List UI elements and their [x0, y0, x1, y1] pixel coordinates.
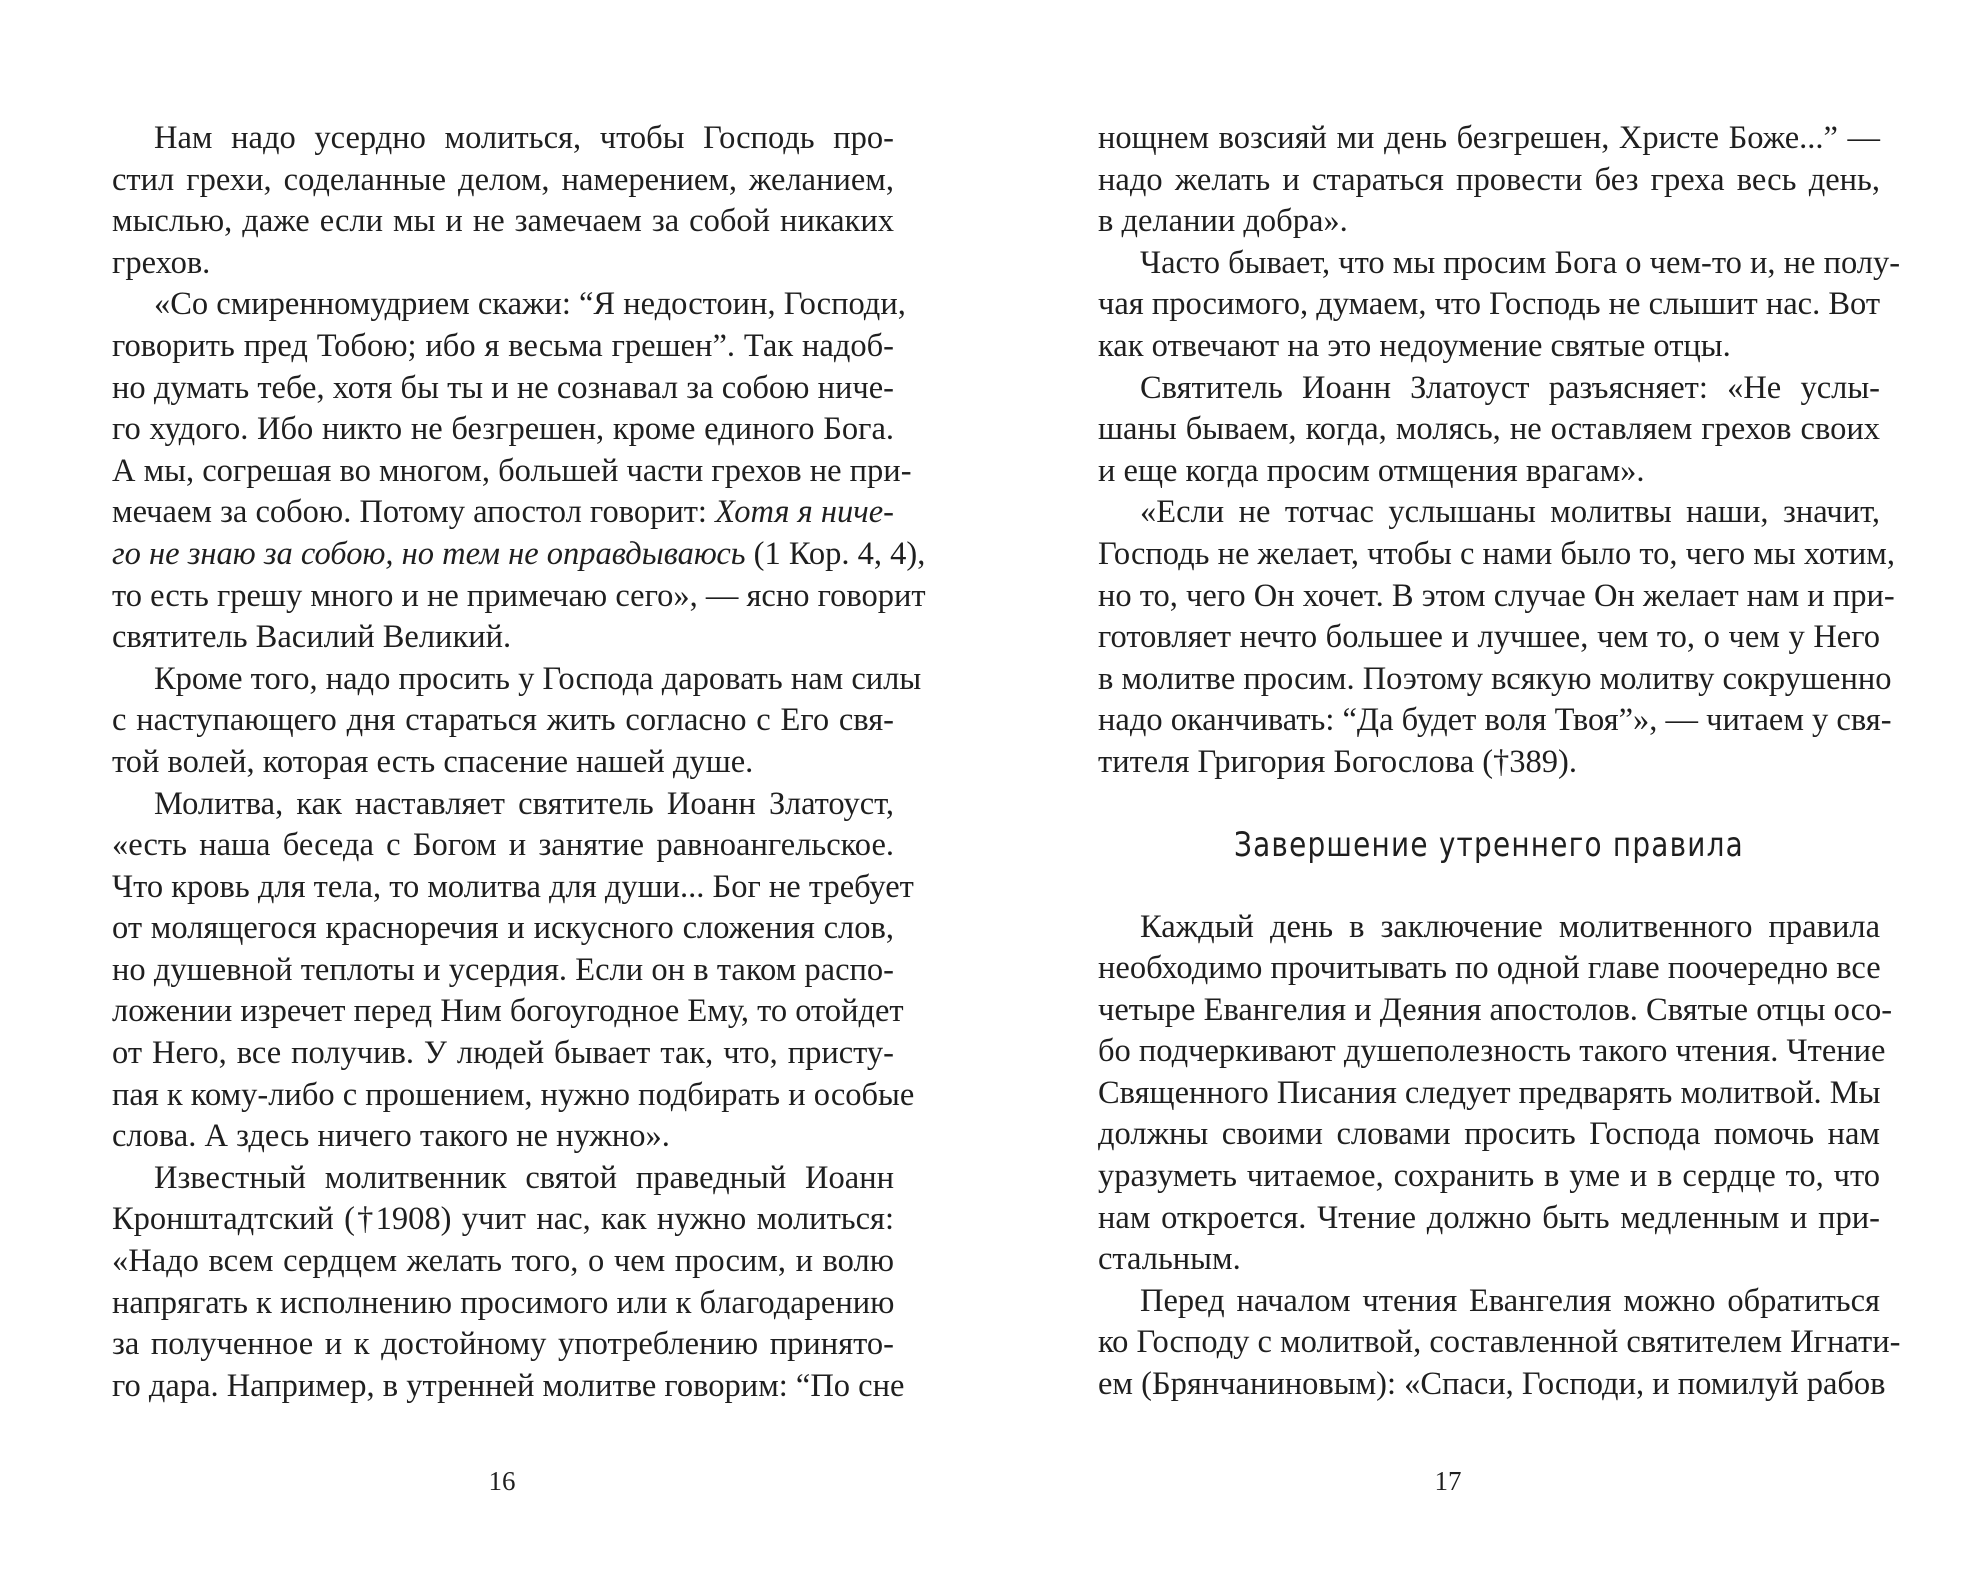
- text-line: [1098, 1364, 1886, 1406]
- text-line: [1098, 368, 1880, 410]
- line-text: от молящегося красноречия и искусного сложения слов,: [112, 910, 894, 947]
- text-line: [112, 950, 894, 992]
- line-text: мыслью, даже если мы и не замечаем за собой никаких: [112, 203, 894, 240]
- line-text: А мы, согрешая во многом, большей части грехов не при-: [112, 452, 912, 489]
- line-text: святитель Василий Великий.: [112, 619, 512, 656]
- line-text: Что кровь для тела, то молитва для души... Бог не требует: [112, 868, 914, 905]
- text-line: [112, 1199, 894, 1241]
- line-text: чая просимого, думаем, что Господь не слышит нас. Вот: [1098, 286, 1881, 323]
- text-line: [112, 617, 894, 659]
- text-line: [112, 243, 894, 285]
- line-text: в делании добра».: [1098, 203, 1348, 240]
- line-text: готовляет нечто большее и лучшее, чем то, о чем у Него: [1098, 619, 1880, 656]
- text-line: [112, 492, 894, 534]
- text-line: [112, 1116, 894, 1158]
- text-line: [112, 160, 894, 202]
- text-line: [1098, 284, 1880, 326]
- line-text: нощнем возсияй ми день безгрешен, Христе Боже...” —: [1098, 120, 1880, 156]
- line-text: «есть наша беседа с Богом и занятие равноангельское.: [112, 827, 894, 864]
- line-text: надо желать и стараться провести без греха весь день,: [1098, 161, 1880, 198]
- line-text: Каждый день в заключение молитвенного правила: [1140, 908, 1880, 945]
- left-page-body: [112, 118, 926, 1407]
- text-line: [1098, 1281, 1880, 1323]
- italic-quote: го не знаю за собою, но тем не оправдываюсь: [112, 535, 746, 572]
- text-line: [1098, 1114, 1880, 1156]
- line-text: надо оканчивать: “Да будет воля Твоя”», — читаем у свя-: [1098, 702, 1892, 739]
- text-line: [112, 784, 894, 826]
- line-text: го худого. Ибо никто не безгрешен, кроме единого Бога.: [112, 411, 894, 448]
- section-heading: Завершение утреннего правила: [1234, 824, 1744, 865]
- text-line: [1098, 201, 1880, 243]
- text-line: [1098, 617, 1880, 659]
- text-line: [112, 1075, 915, 1117]
- line-text: той волей, которая есть спасение нашей душе.: [112, 743, 754, 780]
- text-line: [1098, 990, 1893, 1032]
- line-text: но думать тебе, хотя бы ты и не сознавал за собою ниче-: [112, 369, 894, 406]
- line-text: но душевной теплоты и усердия. Если он в таком распо-: [112, 951, 894, 988]
- line-text: пая к кому-либо с прошением, нужно подбирать и особые: [112, 1076, 915, 1113]
- text-line: [112, 118, 894, 160]
- line-text: Нам надо усердно молиться, чтобы Господь про-: [154, 120, 894, 156]
- line-text: говорить пред Тобою; ибо я весьма грешен”. Так надоб-: [112, 327, 894, 364]
- text-line: [112, 908, 894, 950]
- text-line: [1098, 659, 1892, 701]
- line-text: четыре Евангелия и Деяния апостолов. Святые отцы осо-: [1098, 991, 1893, 1028]
- text-line: [1098, 1073, 1880, 1115]
- text-line: [112, 659, 922, 701]
- line-text: Кронштадтский (†1908) учит нас, как нужно молиться:: [112, 1201, 894, 1238]
- line-text: (1 Кор. 4, 4),: [745, 535, 926, 572]
- text-line: [1098, 409, 1880, 451]
- line-text: стальным.: [1098, 1241, 1241, 1278]
- line-text: Молитва, как наставляет святитель Иоанн Златоуст,: [154, 785, 894, 822]
- line-text: ко Господу с молитвой, составленной святителем Игнати-: [1098, 1324, 1901, 1361]
- left-page: [0, 0, 984, 1575]
- text-line: [112, 534, 926, 576]
- line-text: шаны бываем, когда, молясь, не оставляем грехов своих: [1098, 411, 1880, 448]
- text-line: [1098, 326, 1880, 368]
- line-text: необходимо прочитывать по одной главе поочередно все: [1098, 950, 1881, 987]
- line-text: Перед началом чтения Евангелия можно обратиться: [1140, 1282, 1880, 1319]
- line-text: в молитве просим. Поэтому всякую молитву сокрушенно: [1098, 660, 1892, 697]
- text-line: [112, 1366, 905, 1408]
- text-line: [1098, 534, 1895, 576]
- line-text: Часто бывает, что мы просим Бога о чем-то и, не полу-: [1140, 244, 1901, 281]
- line-text: грехов.: [112, 244, 211, 281]
- text-line: [1098, 742, 1880, 784]
- text-line: [1098, 243, 1901, 285]
- line-text: как отвечают на это недоумение святые отцы.: [1098, 327, 1731, 364]
- line-text: напрягать к исполнению просимого или к благодарению: [112, 1284, 895, 1321]
- line-text: но то, чего Он хочет. В этом случае Он желает нам и при-: [1098, 577, 1895, 614]
- line-text: нам откроется. Чтение должно быть медленным и при-: [1098, 1199, 1880, 1236]
- text-line: [112, 825, 894, 867]
- text-line: [112, 368, 894, 410]
- line-text: за полученное и к достойному употреблению принято-: [112, 1326, 894, 1363]
- text-line: [112, 1158, 894, 1200]
- line-text: должны своими словами просить Господа помочь нам: [1098, 1116, 1880, 1153]
- line-text: Святитель Иоанн Златоуст разъясняет: «Не услы-: [1140, 369, 1880, 406]
- line-text: уразуметь читаемое, сохранить в уме и в сердце то, что: [1098, 1158, 1880, 1195]
- text-line: [1098, 1198, 1880, 1240]
- text-line: [1098, 118, 1880, 160]
- text-line: [1098, 1031, 1886, 1073]
- text-line: [1098, 700, 1892, 742]
- line-text: «Если не тотчас услышаны молитвы наши, значит,: [1140, 494, 1880, 531]
- line-text: и еще когда просим отмщения врагам».: [1098, 452, 1645, 489]
- text-line: [1098, 1322, 1901, 1364]
- right-page-body: [1098, 118, 1901, 1406]
- line-text: Священного Писания следует предварять молитвой. Мы: [1098, 1074, 1881, 1111]
- line-text: с наступающего дня стараться жить согласно с Его свя-: [112, 702, 894, 739]
- line-text: Известный молитвенник святой праведный Иоанн: [154, 1159, 894, 1196]
- text-line: [1098, 451, 1880, 493]
- text-line: [112, 1033, 894, 1075]
- line-text: «Надо всем сердцем желать того, о чем просим, и волю: [112, 1243, 894, 1280]
- line-text: Господь не желает, чтобы с нами было то, чего мы хотим,: [1098, 535, 1895, 572]
- text-line: [112, 451, 912, 493]
- text-line: [112, 201, 894, 243]
- line-text: «Со смиренномудрием скажи: “Я недостоин, Господи,: [154, 286, 906, 323]
- text-line: [112, 867, 914, 909]
- line-text: мечаем за собою. Потому апостол говорит:: [112, 494, 716, 531]
- text-line: [112, 700, 894, 742]
- text-line: [112, 576, 926, 618]
- text-line: [112, 742, 894, 784]
- text-line: [112, 284, 906, 326]
- text-line: [112, 1283, 894, 1325]
- italic-quote: Хотя я ниче-: [715, 494, 894, 531]
- line-text: ем (Брянчаниновым): «Спаси, Господи, и помилуй рабов: [1098, 1366, 1886, 1403]
- line-text: от Него, все получив. У людей бывает так, что, присту-: [112, 1035, 894, 1072]
- line-text: тителя Григория Богослова (†389).: [1098, 743, 1578, 780]
- line-text: слова. А здесь ничего такого не нужно».: [112, 1118, 670, 1155]
- text-line: [112, 991, 904, 1033]
- text-line: [1098, 948, 1880, 990]
- line-text: стил грехи, соделанные делом, намерением, желанием,: [112, 161, 894, 198]
- right-page-number: 17: [1434, 1466, 1462, 1496]
- line-text: Кроме того, надо просить у Господа даровать нам силы: [154, 660, 922, 697]
- text-line: [112, 1324, 894, 1366]
- right-page: [985, 0, 1969, 1575]
- text-line: [1098, 492, 1880, 534]
- text-line: [1098, 1156, 1880, 1198]
- text-line: [1098, 576, 1895, 618]
- text-line: [1098, 1239, 1880, 1281]
- text-line: [1098, 160, 1880, 202]
- text-line: [112, 409, 894, 451]
- text-line: [112, 1241, 894, 1283]
- text-line: [1098, 907, 1880, 949]
- line-text: то есть грешу много и не примечаю сего», — ясно говорит: [112, 577, 926, 614]
- left-page-number: 16: [488, 1466, 516, 1496]
- line-text: бо подчеркивают душеполезность такого чтения. Чтение: [1098, 1033, 1886, 1070]
- line-text: ложении изречет перед Ним богоугодное Ему, то отойдет: [112, 993, 904, 1030]
- line-text: го дара. Например, в утренней молитве говорим: “По сне: [112, 1367, 905, 1404]
- text-line: [112, 326, 894, 368]
